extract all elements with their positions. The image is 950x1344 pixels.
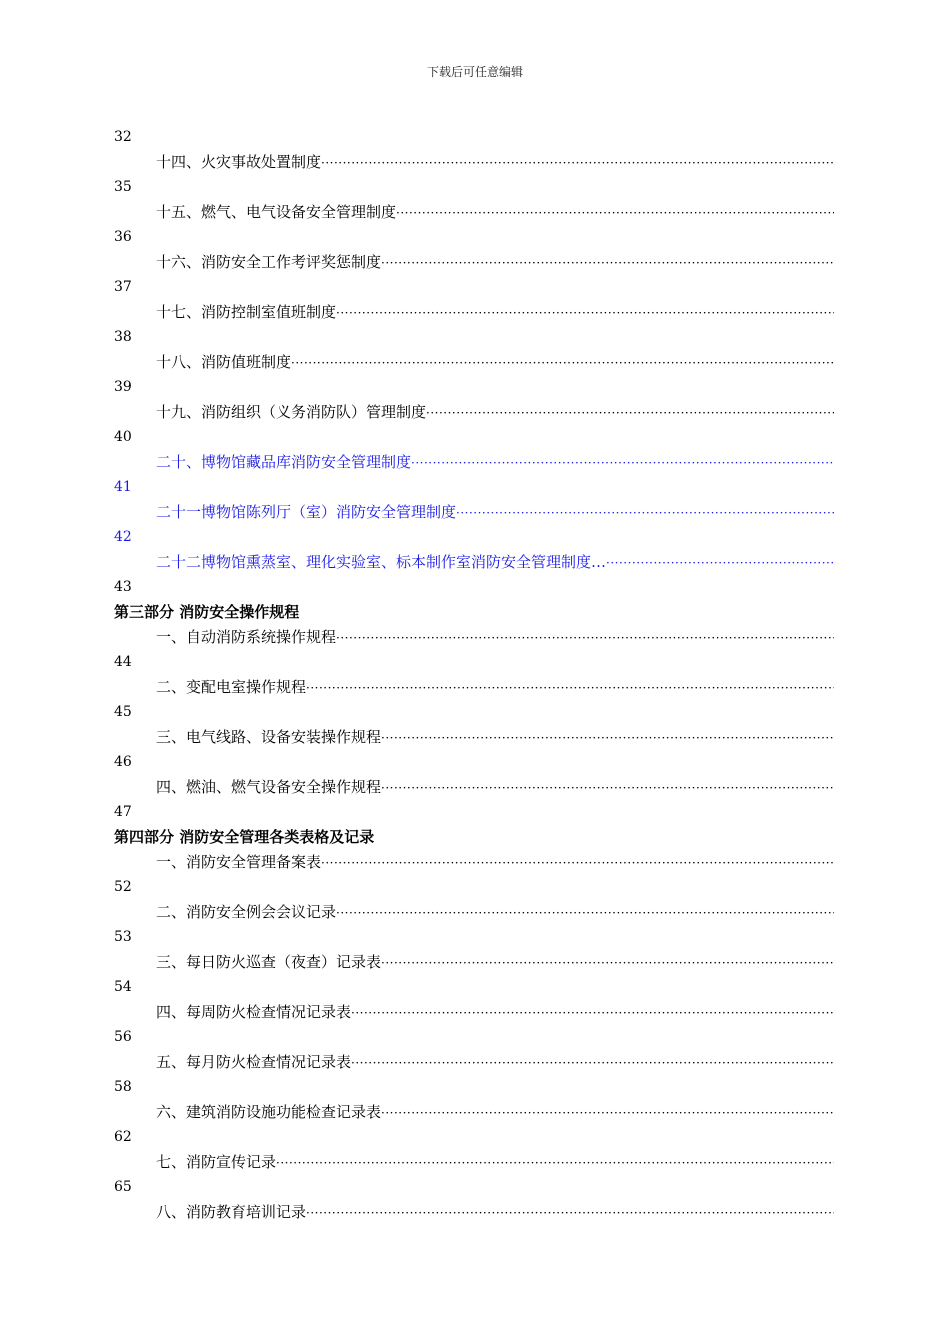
toc-page-number: 43: [114, 579, 132, 595]
toc-entry-title: 十四、火灾事故处置制度: [156, 153, 322, 171]
toc-entry: [114, 1200, 834, 1225]
toc-entry-title: 七、消防宣传记录: [156, 1153, 277, 1171]
toc-entry: [114, 150, 834, 175]
dot-leader: [336, 626, 834, 650]
toc-page-number[interactable]: 42: [114, 529, 132, 545]
toc-entry-title: 十八、消防值班制度: [156, 353, 292, 371]
toc-page-number: 44: [114, 654, 132, 670]
toc-entry-title: 三、每日防火巡查（夜查）记录表: [156, 953, 382, 971]
toc-entry: [114, 1050, 834, 1075]
toc-entry: [114, 1150, 834, 1175]
toc-entry: [114, 350, 834, 375]
toc-entry-title: 八、消防教育培训记录: [156, 1203, 307, 1221]
toc-page-number: 53: [114, 929, 132, 945]
dot-leader: [306, 676, 834, 700]
toc-page-number: 45: [114, 704, 132, 720]
toc-page-number[interactable]: 41: [114, 479, 132, 495]
toc-entry-title: 二、消防安全例会会议记录: [156, 903, 337, 921]
dot-leader: [321, 851, 834, 875]
toc-page-number: 32: [114, 129, 132, 145]
toc-page-number: 39: [114, 379, 132, 395]
toc-entry-title[interactable]: 二十、博物馆藏品库消防安全管理制度: [156, 453, 412, 471]
dot-leader: [381, 776, 834, 800]
toc-entry-title: 十五、燃气、电气设备安全管理制度: [156, 203, 397, 221]
toc-entry[interactable]: [114, 500, 834, 525]
toc-entry: [114, 300, 834, 325]
toc-page-number: 56: [114, 1029, 132, 1045]
dot-leader: [351, 1051, 834, 1075]
toc-entry: [114, 775, 834, 800]
toc-page-number: 36: [114, 229, 132, 245]
toc-page-number: 65: [114, 1179, 132, 1195]
dot-leader: [381, 951, 834, 975]
toc-entry: [114, 625, 834, 650]
dot-leader: [606, 551, 834, 575]
toc-entry: [114, 725, 834, 750]
dot-leader: [381, 726, 834, 750]
toc-entry: [114, 400, 834, 425]
toc-entry-title: 四、燃油、燃气设备安全操作规程: [156, 778, 382, 796]
dot-leader: [306, 1201, 834, 1225]
toc-page-number: 38: [114, 329, 132, 345]
toc-entry-title: 四、每周防火检查情况记录表: [156, 1003, 352, 1021]
toc-entry: [114, 850, 834, 875]
toc-entry[interactable]: [114, 550, 834, 575]
toc-section-heading: 第四部分 消防安全管理各类表格及记录: [114, 828, 375, 846]
dot-leader: [291, 351, 834, 375]
dot-leader: [426, 401, 834, 425]
toc-entry-title: 六、建筑消防设施功能检查记录表: [156, 1103, 382, 1121]
dot-leader: [381, 251, 834, 275]
toc-page-number: 54: [114, 979, 132, 995]
toc-entry: [114, 950, 834, 975]
toc-entry: [114, 200, 834, 225]
toc-page-number: 37: [114, 279, 132, 295]
toc-page-number: 58: [114, 1079, 132, 1095]
toc-entry: [114, 1000, 834, 1025]
toc-entry-title[interactable]: 二十一博物馆陈列厅（室）消防安全管理制度: [156, 503, 457, 521]
toc-entry-title: 三、电气线路、设备安装操作规程: [156, 728, 382, 746]
dot-leader: [336, 901, 834, 925]
toc-entry: [114, 1100, 834, 1125]
toc-entry-title[interactable]: 二十二博物馆熏蒸室、理化实验室、标本制作室消防安全管理制度…: [156, 553, 607, 571]
dot-leader: [396, 201, 834, 225]
dot-leader: [276, 1151, 834, 1175]
toc-entry-title: 十九、消防组织（义务消防队）管理制度: [156, 403, 427, 421]
toc-page-number: 40: [114, 429, 132, 445]
toc-entry-title: 十六、消防安全工作考评奖惩制度: [156, 253, 382, 271]
toc-entry-title: 一、消防安全管理备案表: [156, 853, 322, 871]
dot-leader: [381, 1101, 834, 1125]
toc-entry-title: 五、每月防火检查情况记录表: [156, 1053, 352, 1071]
dot-leader: [336, 301, 834, 325]
toc-section-heading: 第三部分 消防安全操作规程: [114, 603, 300, 621]
table-of-contents: [114, 125, 834, 1225]
toc-page-number: 52: [114, 879, 132, 895]
page-header: 下载后可任意编辑: [426, 65, 523, 79]
toc-entry[interactable]: [114, 450, 834, 475]
toc-entry-title: 一、自动消防系统操作规程: [156, 628, 337, 646]
toc-entry: [114, 675, 834, 700]
toc-page-number: 35: [114, 179, 132, 195]
toc-page-number: 62: [114, 1129, 132, 1145]
toc-page-number: 47: [114, 804, 132, 820]
dot-leader: [411, 451, 834, 475]
toc-entry: [114, 250, 834, 275]
toc-entry: [114, 900, 834, 925]
dot-leader: [321, 151, 834, 175]
dot-leader: [456, 501, 834, 525]
toc-entry-title: 二、变配电室操作规程: [156, 678, 307, 696]
dot-leader: [351, 1001, 834, 1025]
toc-page-number: 46: [114, 754, 132, 770]
toc-entry-title: 十七、消防控制室值班制度: [156, 303, 337, 321]
